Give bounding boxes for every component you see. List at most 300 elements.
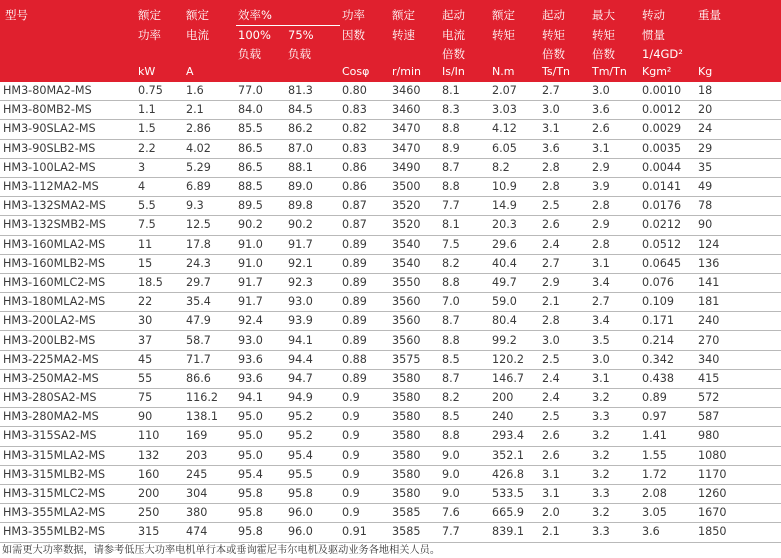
value-cell: 8.8 (440, 427, 490, 446)
value-cell: 3.4 (590, 312, 640, 331)
value-cell: 40.4 (490, 254, 540, 273)
value-cell: 91.7 (236, 273, 286, 292)
model-cell: HM3-315MLB2-MS (0, 465, 136, 484)
header-row-3 (0, 45, 781, 64)
value-cell: 3560 (390, 293, 440, 312)
value-cell: 0.80 (340, 82, 390, 101)
header-unit-0 (0, 64, 136, 82)
value-cell: 29 (696, 139, 781, 158)
value-cell: 380 (184, 504, 236, 523)
header-cell-r1-0: 型号 (5, 8, 28, 22)
value-cell: 2.8 (540, 177, 590, 196)
value-cell: 55 (136, 369, 184, 388)
value-cell: 0.0044 (640, 158, 696, 177)
value-cell: 146.7 (490, 369, 540, 388)
model-cell: HM3-200LA2-MS (0, 312, 136, 331)
value-cell: 3540 (390, 235, 440, 254)
value-cell: 3.9 (590, 177, 640, 196)
header-cell-r3-6 (390, 45, 440, 64)
header-cell-r2-2: 电流 (186, 27, 209, 42)
value-cell: 9.0 (440, 484, 490, 503)
value-cell: 116.2 (184, 389, 236, 408)
value-cell: 0.91 (340, 523, 390, 542)
value-cell: 1260 (696, 484, 781, 503)
header-cell-r3-11: 1/4GD² (642, 47, 683, 61)
value-cell: 84.0 (236, 101, 286, 120)
table-row (0, 504, 781, 523)
value-cell: 3460 (390, 82, 440, 101)
value-cell: 2.9 (540, 273, 590, 292)
value-cell: 81.3 (286, 82, 340, 101)
header-cell-r3-3: 负载 (238, 47, 261, 61)
value-cell: 59.0 (490, 293, 540, 312)
value-cell: 0.86 (340, 177, 390, 196)
header-cell-r2-8: 转矩 (492, 27, 515, 42)
value-cell: 2.1 (184, 101, 236, 120)
value-cell: 75 (136, 389, 184, 408)
value-cell: 0.342 (640, 350, 696, 369)
value-cell: 7.5 (440, 235, 490, 254)
header-unit-1: kW (138, 65, 156, 78)
value-cell: 181 (696, 293, 781, 312)
value-cell: 7.5 (136, 216, 184, 235)
value-cell: 200 (490, 389, 540, 408)
header-cell-r2-11: 惯量 (642, 27, 665, 42)
value-cell: 0.0029 (640, 120, 696, 139)
value-cell: 3.03 (490, 101, 540, 120)
value-cell: 24 (696, 120, 781, 139)
header-cell-r2-5: 因数 (342, 27, 365, 42)
value-cell: 99.2 (490, 331, 540, 350)
value-cell: 3.0 (590, 82, 640, 101)
header-cell-r2-4: 75% (288, 28, 314, 42)
value-cell: 3550 (390, 273, 440, 292)
value-cell: 89.0 (286, 177, 340, 196)
value-cell: 2.6 (590, 120, 640, 139)
model-cell: HM3-180MLA2-MS (0, 293, 136, 312)
table-row (0, 197, 781, 216)
value-cell: 3.1 (590, 254, 640, 273)
header-units-row (0, 64, 781, 82)
value-cell: 92.1 (286, 254, 340, 273)
value-cell: 141 (696, 273, 781, 292)
model-cell: HM3-80MB2-MS (0, 101, 136, 120)
header-cell-r3-8 (490, 45, 540, 64)
model-cell: HM3-100LA2-MS (0, 158, 136, 177)
value-cell: 0.89 (340, 273, 390, 292)
value-cell: 9.0 (440, 446, 490, 465)
header-cell-r2-3: 100% (238, 28, 271, 42)
value-cell: 93.9 (286, 312, 340, 331)
value-cell: 0.109 (640, 293, 696, 312)
value-cell: 35 (696, 158, 781, 177)
value-cell: 58.7 (184, 331, 236, 350)
value-cell: 0.9 (340, 408, 390, 427)
value-cell: 8.2 (440, 389, 490, 408)
value-cell: 2.8 (590, 235, 640, 254)
value-cell: 839.1 (490, 523, 540, 542)
value-cell: 93.0 (286, 293, 340, 312)
value-cell: 8.8 (440, 120, 490, 139)
value-cell: 1.5 (136, 120, 184, 139)
value-cell: 95.5 (286, 465, 340, 484)
value-cell: 250 (136, 504, 184, 523)
table-header (0, 0, 781, 82)
value-cell: 95.2 (286, 408, 340, 427)
value-cell: 3.3 (590, 408, 640, 427)
value-cell: 0.89 (340, 293, 390, 312)
value-cell: 85.5 (236, 120, 286, 139)
value-cell: 0.171 (640, 312, 696, 331)
model-cell: HM3-315MLC2-MS (0, 484, 136, 503)
value-cell: 3.2 (590, 389, 640, 408)
value-cell: 90.2 (286, 216, 340, 235)
value-cell: 8.9 (440, 139, 490, 158)
value-cell: 3.2 (590, 446, 640, 465)
value-cell: 2.08 (640, 484, 696, 503)
value-cell: 533.5 (490, 484, 540, 503)
header-cell-r2-12 (696, 26, 781, 46)
value-cell: 0.0512 (640, 235, 696, 254)
value-cell: 17.8 (184, 235, 236, 254)
value-cell: 0.88 (340, 350, 390, 369)
value-cell: 3.5 (590, 331, 640, 350)
value-cell: 8.5 (440, 350, 490, 369)
value-cell: 0.89 (340, 331, 390, 350)
value-cell: 3580 (390, 484, 440, 503)
value-cell: 3460 (390, 101, 440, 120)
value-cell: 2.6 (540, 216, 590, 235)
value-cell: 1850 (696, 523, 781, 542)
value-cell: 9.3 (184, 197, 236, 216)
model-cell: HM3-132SMB2-MS (0, 216, 136, 235)
value-cell: 78 (696, 197, 781, 216)
value-cell: 87.0 (286, 139, 340, 158)
value-cell: 0.9 (340, 504, 390, 523)
value-cell: 95.0 (236, 408, 286, 427)
value-cell: 0.89 (340, 312, 390, 331)
value-cell: 0.9 (340, 465, 390, 484)
value-cell: 2.4 (540, 369, 590, 388)
value-cell: 0.076 (640, 273, 696, 292)
value-cell: 3.6 (540, 139, 590, 158)
header-cell-r2-9: 转矩 (542, 27, 565, 42)
value-cell: 0.0645 (640, 254, 696, 273)
value-cell: 8.8 (440, 331, 490, 350)
value-cell: 3.1 (540, 465, 590, 484)
header-cell-r2-7: 电流 (442, 27, 465, 42)
value-cell: 0.83 (340, 139, 390, 158)
value-cell: 136 (696, 254, 781, 273)
header-cell-r3-12 (696, 45, 781, 64)
value-cell: 0.0176 (640, 197, 696, 216)
model-cell: HM3-225MA2-MS (0, 350, 136, 369)
value-cell: 8.8 (440, 273, 490, 292)
value-cell: 2.9 (590, 158, 640, 177)
header-cell-r1-7: 起动 (442, 8, 465, 22)
value-cell: 20.3 (490, 216, 540, 235)
value-cell: 47.9 (184, 312, 236, 331)
value-cell: 2.07 (490, 82, 540, 101)
value-cell: 426.8 (490, 465, 540, 484)
header-cell-r1-5: 功率 (342, 8, 365, 22)
value-cell: 0.438 (640, 369, 696, 388)
value-cell: 132 (136, 446, 184, 465)
table-row (0, 446, 781, 465)
value-cell: 15 (136, 254, 184, 273)
value-cell: 352.1 (490, 446, 540, 465)
value-cell: 7.7 (440, 197, 490, 216)
header-cell-r1-1: 额定 (138, 8, 161, 22)
value-cell: 2.6 (540, 446, 590, 465)
value-cell: 3.2 (590, 504, 640, 523)
value-cell: 3580 (390, 389, 440, 408)
value-cell: 2.7 (540, 254, 590, 273)
value-cell: 24.3 (184, 254, 236, 273)
table-row (0, 389, 781, 408)
value-cell: 2.5 (540, 197, 590, 216)
value-cell: 2.8 (590, 197, 640, 216)
value-cell: 8.2 (440, 254, 490, 273)
value-cell: 18 (696, 82, 781, 101)
value-cell: 3560 (390, 312, 440, 331)
value-cell: 71.7 (184, 350, 236, 369)
value-cell: 0.83 (340, 101, 390, 120)
header-row-2 (0, 26, 781, 46)
header-cell-r2-10: 转矩 (592, 27, 615, 42)
value-cell: 6.05 (490, 139, 540, 158)
header-cell-r3-9: 倍数 (542, 47, 565, 61)
value-cell: 91.7 (236, 293, 286, 312)
value-cell: 0.86 (340, 158, 390, 177)
value-cell: 3580 (390, 446, 440, 465)
header-unit-5: Cosφ (342, 65, 370, 78)
value-cell: 9.0 (440, 465, 490, 484)
model-cell: HM3-355MLA2-MS (0, 504, 136, 523)
header-cell-r1-11: 转动 (642, 8, 665, 22)
model-cell: HM3-250MA2-MS (0, 369, 136, 388)
value-cell: 2.4 (540, 235, 590, 254)
table-row (0, 177, 781, 196)
value-cell: 3580 (390, 465, 440, 484)
value-cell: 96.0 (286, 504, 340, 523)
value-cell: 2.1 (540, 293, 590, 312)
value-cell: 120.2 (490, 350, 540, 369)
model-cell: HM3-112MA2-MS (0, 177, 136, 196)
value-cell: 4.02 (184, 139, 236, 158)
value-cell: 3500 (390, 177, 440, 196)
value-cell: 3580 (390, 369, 440, 388)
value-cell: 0.9 (340, 389, 390, 408)
value-cell: 8.1 (440, 216, 490, 235)
table-row (0, 427, 781, 446)
table-body (0, 82, 781, 542)
value-cell: 8.1 (440, 82, 490, 101)
header-cell-r2-6: 转速 (392, 27, 415, 42)
value-cell: 8.7 (440, 369, 490, 388)
value-cell: 0.97 (640, 408, 696, 427)
value-cell: 93.6 (236, 369, 286, 388)
value-cell: 1670 (696, 504, 781, 523)
value-cell: 3580 (390, 427, 440, 446)
value-cell: 1080 (696, 446, 781, 465)
value-cell: 0.9 (340, 484, 390, 503)
value-cell: 88.5 (236, 177, 286, 196)
header-unit-8: N.m (492, 65, 515, 78)
header-cell-r3-10: 倍数 (592, 47, 615, 61)
table-row (0, 465, 781, 484)
value-cell: 3.0 (540, 101, 590, 120)
value-cell: 3.3 (590, 523, 640, 542)
value-cell: 95.4 (286, 446, 340, 465)
value-cell: 3560 (390, 331, 440, 350)
value-cell: 340 (696, 350, 781, 369)
value-cell: 89.8 (286, 197, 340, 216)
value-cell: 14.9 (490, 197, 540, 216)
value-cell: 138.1 (184, 408, 236, 427)
value-cell: 84.5 (286, 101, 340, 120)
value-cell: 2.8 (540, 158, 590, 177)
value-cell: 90.2 (236, 216, 286, 235)
table-row (0, 273, 781, 292)
table-row (0, 293, 781, 312)
value-cell: 3540 (390, 254, 440, 273)
header-unit-11: Kgm² (642, 65, 672, 78)
value-cell: 8.2 (490, 158, 540, 177)
value-cell: 8.8 (440, 177, 490, 196)
value-cell: 92.4 (236, 312, 286, 331)
value-cell: 94.9 (286, 389, 340, 408)
value-cell: 8.5 (440, 408, 490, 427)
value-cell: 37 (136, 331, 184, 350)
value-cell: 270 (696, 331, 781, 350)
value-cell: 30 (136, 312, 184, 331)
value-cell: 94.1 (286, 331, 340, 350)
value-cell: 3490 (390, 158, 440, 177)
value-cell: 3.2 (590, 427, 640, 446)
value-cell: 93.0 (236, 331, 286, 350)
header-cell-r1-12: 重量 (698, 8, 721, 22)
header-unit-7: Is/In (442, 65, 465, 78)
value-cell: 2.1 (540, 523, 590, 542)
value-cell: 2.7 (540, 82, 590, 101)
value-cell: 3580 (390, 408, 440, 427)
value-cell: 1.6 (184, 82, 236, 101)
value-cell: 88.1 (286, 158, 340, 177)
value-cell: 86.6 (184, 369, 236, 388)
table-row (0, 350, 781, 369)
value-cell: 3 (136, 158, 184, 177)
value-cell: 1.55 (640, 446, 696, 465)
model-cell: HM3-315SA2-MS (0, 427, 136, 446)
value-cell: 3520 (390, 197, 440, 216)
value-cell: 0.0010 (640, 82, 696, 101)
value-cell: 2.2 (136, 139, 184, 158)
value-cell: 49.7 (490, 273, 540, 292)
model-cell: HM3-90SLA2-MS (0, 120, 136, 139)
header-unit-2: A (186, 65, 194, 78)
value-cell: 3.05 (640, 504, 696, 523)
value-cell: 0.89 (640, 389, 696, 408)
header-cell-r2-1: 功率 (138, 27, 161, 42)
model-cell: HM3-132SMA2-MS (0, 197, 136, 216)
value-cell: 0.0141 (640, 177, 696, 196)
header-unit-3 (236, 64, 286, 82)
header-cell-r1-8: 额定 (492, 8, 515, 22)
value-cell: 3.0 (590, 350, 640, 369)
value-cell: 3.3 (590, 484, 640, 503)
value-cell: 90 (136, 408, 184, 427)
table-row (0, 82, 781, 101)
header-cell-r3-4: 负载 (288, 47, 311, 61)
value-cell: 35.4 (184, 293, 236, 312)
value-cell: 5.5 (136, 197, 184, 216)
value-cell: 94.1 (236, 389, 286, 408)
value-cell: 169 (184, 427, 236, 446)
header-unit-10: Tm/Tn (592, 65, 627, 78)
value-cell: 93.6 (236, 350, 286, 369)
value-cell: 200 (136, 484, 184, 503)
value-cell: 86.5 (236, 158, 286, 177)
table-row (0, 484, 781, 503)
header-cell-r3-1 (136, 45, 184, 64)
value-cell: 45 (136, 350, 184, 369)
header-unit-4 (286, 64, 340, 82)
value-cell: 20 (696, 101, 781, 120)
value-cell: 95.2 (286, 427, 340, 446)
value-cell: 1.72 (640, 465, 696, 484)
value-cell: 3.1 (540, 484, 590, 503)
value-cell: 96.0 (286, 523, 340, 542)
value-cell: 4.12 (490, 120, 540, 139)
value-cell: 245 (184, 465, 236, 484)
value-cell: 3.2 (590, 465, 640, 484)
header-row-1 (0, 0, 781, 26)
value-cell: 95.4 (236, 465, 286, 484)
value-cell: 95.0 (236, 446, 286, 465)
value-cell: 315 (136, 523, 184, 542)
value-cell: 2.7 (590, 293, 640, 312)
value-cell: 0.89 (340, 369, 390, 388)
table-row (0, 216, 781, 235)
value-cell: 2.8 (540, 312, 590, 331)
value-cell: 22 (136, 293, 184, 312)
value-cell: 2.5 (540, 408, 590, 427)
value-cell: 203 (184, 446, 236, 465)
value-cell: 3585 (390, 523, 440, 542)
value-cell: 587 (696, 408, 781, 427)
value-cell: 3.4 (590, 273, 640, 292)
value-cell: 2.86 (184, 120, 236, 139)
value-cell: 110 (136, 427, 184, 446)
table-row (0, 523, 781, 542)
value-cell: 12.5 (184, 216, 236, 235)
value-cell: 240 (490, 408, 540, 427)
value-cell: 3520 (390, 216, 440, 235)
value-cell: 124 (696, 235, 781, 254)
value-cell: 3.1 (540, 120, 590, 139)
value-cell: 92.3 (286, 273, 340, 292)
value-cell: 91.0 (236, 254, 286, 273)
model-cell: HM3-80MA2-MS (0, 82, 136, 101)
value-cell: 1.41 (640, 427, 696, 446)
header-cell-r3-0 (0, 45, 136, 64)
header-unit-9: Ts/Tn (542, 65, 571, 78)
value-cell: 3575 (390, 350, 440, 369)
value-cell: 0.87 (340, 216, 390, 235)
table-row (0, 254, 781, 273)
value-cell: 474 (184, 523, 236, 542)
